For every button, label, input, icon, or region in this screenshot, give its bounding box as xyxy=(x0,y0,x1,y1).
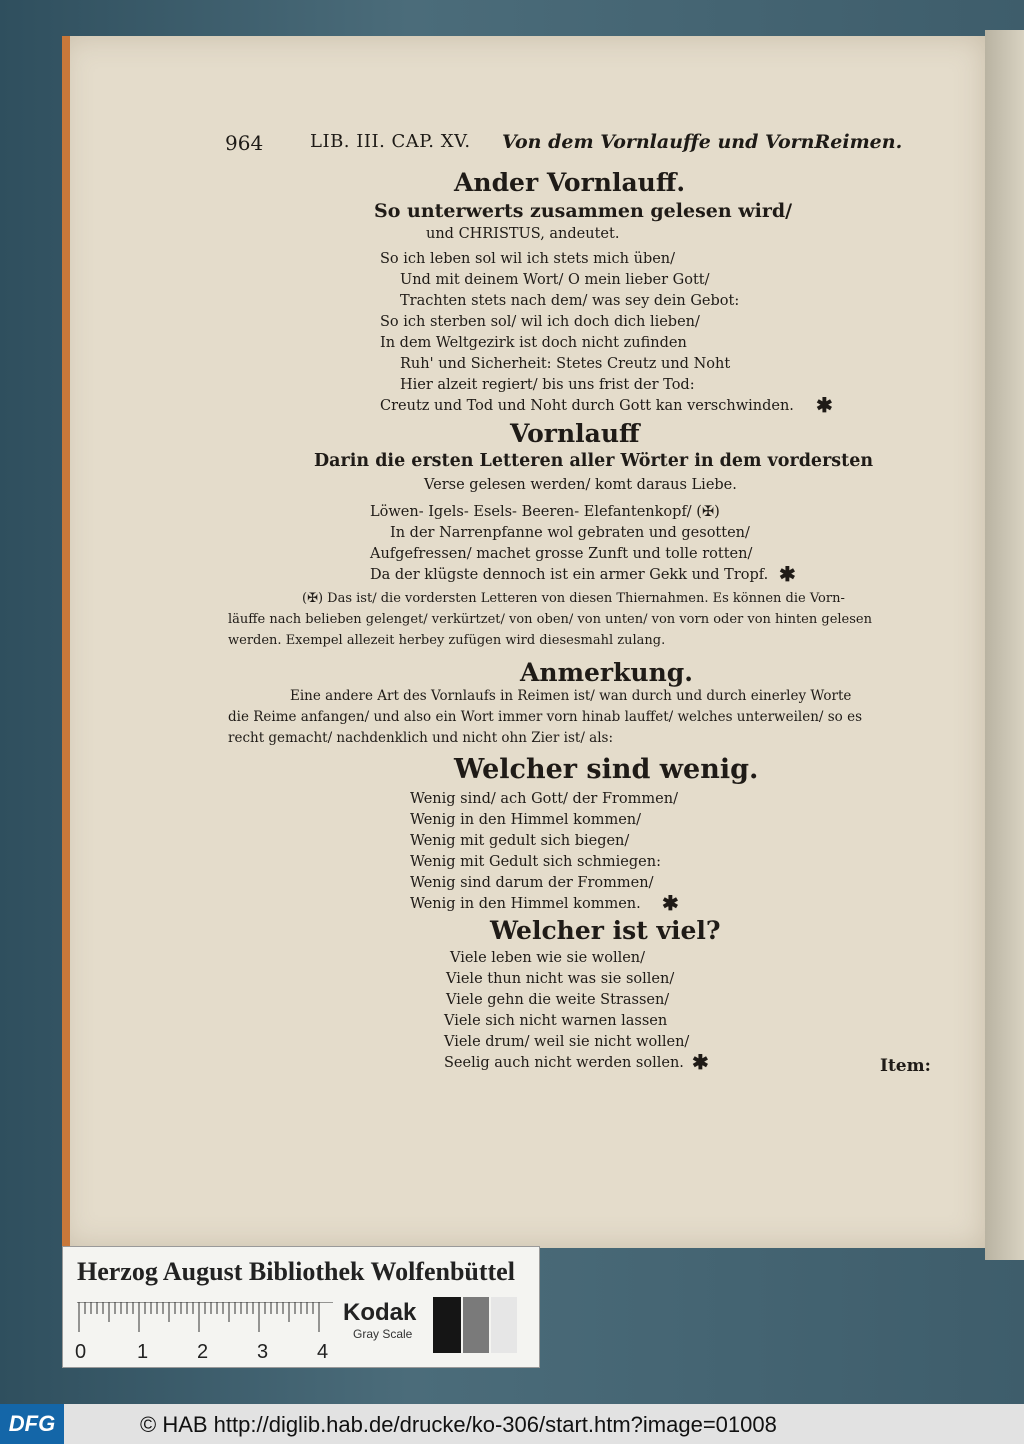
verse-line: Viele drum/ weil sie nicht wollen/ xyxy=(444,1034,690,1050)
ruler-number: 3 xyxy=(257,1341,269,1363)
book-reference: LIB. III. CAP. XV. xyxy=(310,131,471,152)
section-title: Anmerkung. xyxy=(520,658,693,687)
verse-line: Viele thun nicht was sie sollen/ xyxy=(446,971,675,987)
verse-line: Wenig in den Himmel kommen/ xyxy=(410,812,641,828)
verse-line: Seelig auch nicht werden sollen. xyxy=(444,1055,684,1071)
gray-patch-mid xyxy=(463,1297,489,1353)
catchword: Item: xyxy=(880,1056,931,1076)
gray-patch-black xyxy=(433,1297,461,1353)
verse-line: Und mit deinem Wort/ O mein lieber Gott/ xyxy=(400,272,710,288)
library-name: Herzog August Bibliothek Wolfenbüttel xyxy=(77,1257,515,1286)
section-title: Welcher ist viel? xyxy=(490,916,721,945)
section-subtitle: So unterwerts zusammen gelesen wird/ xyxy=(374,200,793,222)
asterisk-mark: ✱ xyxy=(816,393,833,417)
dfg-logo: DFG xyxy=(0,1404,64,1444)
note-line: läuffe nach belieben gelenget/ verkürtzet/ von oben/ von unten/ von vorn oder von hinten gelesen xyxy=(228,612,872,627)
verse-line: Viele sich nicht warnen lassen xyxy=(444,1013,668,1029)
ruler-number: 2 xyxy=(197,1341,209,1363)
verse-line: Da der klügste dennoch ist ein armer Gekk und Tropf. xyxy=(370,567,769,583)
running-header xyxy=(62,131,985,161)
ruler-number: 1 xyxy=(137,1341,149,1363)
section-title: Vornlauff xyxy=(510,419,640,448)
paragraph-line: recht gemacht/ nachdenklich und nicht ohn Zier ist/ als: xyxy=(228,730,614,746)
verse-line: Wenig mit Gedult sich schmiegen: xyxy=(410,854,661,870)
verse-line: Hier alzeit regiert/ bis uns frist der Tod: xyxy=(400,377,695,393)
section-subtitle: und CHRISTUS, andeutet. xyxy=(426,226,620,242)
ruler-number: 0 xyxy=(75,1341,87,1363)
verse-line: In dem Weltgezirk ist doch nicht zufinden xyxy=(380,335,687,351)
verse-line: So ich sterben sol/ wil ich doch dich lieben/ xyxy=(380,314,700,330)
verse-line: Ruh' und Sicherheit: Stetes Creutz und Noht xyxy=(400,356,731,372)
facing-page-edge xyxy=(985,30,1024,1260)
asterisk-mark: ✱ xyxy=(662,891,679,915)
ruler-number: 4 xyxy=(317,1341,329,1363)
copyright-link[interactable]: © HAB http://diglib.hab.de/drucke/ko-306/start.htm?image=01008 xyxy=(140,1412,777,1437)
section-subtitle: Verse gelesen werden/ komt daraus Liebe. xyxy=(424,477,737,493)
section-subtitle: Darin die ersten Letteren aller Wörter in dem vordersten xyxy=(314,451,874,471)
gray-patch-white xyxy=(491,1297,517,1353)
verse-line: Löwen- Igels- Esels- Beeren- Elefantenkopf/ (✠) xyxy=(370,504,720,520)
asterisk-mark: ✱ xyxy=(692,1050,709,1074)
section-title: Welcher sind wenig. xyxy=(454,754,759,785)
verse-line: So ich leben sol wil ich stets mich üben/ xyxy=(380,251,676,267)
kodak-brand: Kodak xyxy=(343,1299,417,1326)
section-title: Ander Vornlauff. xyxy=(454,168,686,197)
verse-line: Aufgefressen/ machet grosse Zunft und tolle rotten/ xyxy=(370,546,753,562)
verse-line: In der Narrenpfanne wol gebraten und gesotten/ xyxy=(390,525,750,541)
verse-line: Viele leben wie sie wollen/ xyxy=(450,950,646,966)
verse-line: Wenig sind/ ach Gott/ der Frommen/ xyxy=(410,791,678,807)
verse-line: Wenig mit gedult sich biegen/ xyxy=(410,833,630,849)
page-number: 964 xyxy=(225,131,264,155)
verse-line: Creutz und Tod und Noht durch Gott kan verschwinden. xyxy=(380,398,794,414)
verse-line: Trachten stets nach dem/ was sey dein Gebot: xyxy=(400,293,740,309)
asterisk-mark: ✱ xyxy=(779,562,796,586)
note-line: werden. Exempel allezeit herbey zufügen wird diesesmahl zulang. xyxy=(228,633,666,648)
library-color-card xyxy=(62,1246,540,1368)
running-title: Von dem Vornlauffe und VornReimen. xyxy=(502,131,903,153)
verse-line: Viele gehn die weite Strassen/ xyxy=(446,992,670,1008)
book-page xyxy=(62,36,985,1248)
ruler-scale xyxy=(77,1302,333,1338)
verse-line: Wenig sind darum der Frommen/ xyxy=(410,875,654,891)
gray-scale-label: Gray Scale xyxy=(353,1327,413,1341)
paragraph-line: Eine andere Art des Vornlaufs in Reimen ist/ wan durch und durch einerley Worte xyxy=(290,688,852,704)
footer-bar xyxy=(0,1404,1024,1444)
paragraph-line: die Reime anfangen/ und also ein Wort immer vorn hinab lauffet/ welches unterweilen/ so es xyxy=(228,709,863,725)
verse-line: Wenig in den Himmel kommen. xyxy=(410,896,641,912)
note-line: (✠) Das ist/ die vordersten Letteren von diesen Thiernahmen. Es können die Vorn- xyxy=(302,591,845,606)
